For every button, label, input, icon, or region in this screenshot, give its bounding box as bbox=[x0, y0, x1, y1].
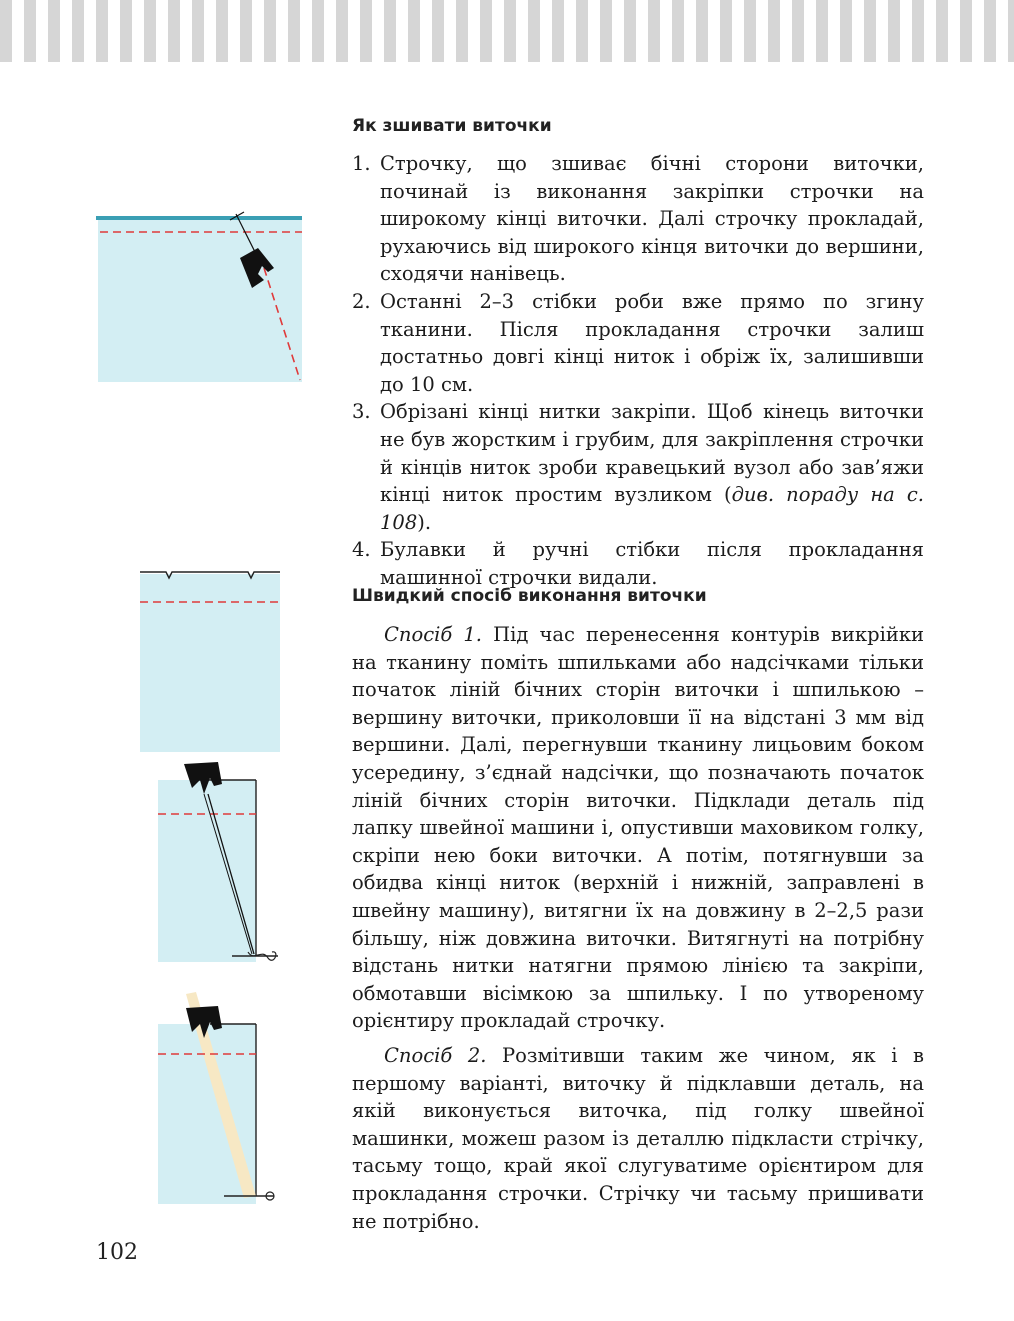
section-heading-quick-method: Швидкий спосіб виконання виточки bbox=[352, 586, 707, 606]
step-text: Останні 2–3 стібки роби вже прямо по згину тканини. Після прокладання строчки залиш достатньо довгі кінці ниток і обріж їх, залишивши до 10 см. bbox=[380, 289, 924, 396]
figure-tape-guide bbox=[156, 990, 286, 1206]
step-number: 1. bbox=[352, 152, 371, 175]
step-item bbox=[352, 536, 924, 591]
method-1-label: Спосіб 1. bbox=[384, 623, 482, 646]
step-text-end: ). bbox=[417, 510, 432, 534]
method-2-label: Спосіб 2. bbox=[384, 1044, 487, 1067]
fabric-piece bbox=[140, 574, 280, 752]
step-number: 3. bbox=[352, 400, 371, 424]
step-text: Обрізані кінці нитки закріпи. Щоб кінець виточки не був жорстким і грубим, для закріплення строчки й кінців ниток зроби кравецький вузол або зав’яжи кінці ниток простим вузликом ( bbox=[380, 400, 924, 507]
step-item bbox=[352, 398, 924, 536]
step-item bbox=[352, 150, 924, 288]
method-2-text: Розмітивши таким же чином, як і в першому варіанті, виточку й підклавши деталь, на якій виконується виточка, під голку швейної машинки, можеш разом із деталлю підкласти стрічку, тасьму тощо, край якої слугуватиме орієнтиром для прокладання строчки. Стрічку чи тасьму пришивати не потрібно. bbox=[352, 1044, 924, 1233]
step-text: Строчку, що зшиває бічні сторони виточки, починай із виконання закріпки строчки на широкому кінці виточки. Далі строчку прокладай, рухаючись від широкого кінця виточки до вершини, сходячи нанівець. bbox=[380, 152, 924, 286]
figure-thread-guide bbox=[156, 758, 286, 964]
fabric-piece bbox=[98, 220, 302, 382]
figure-notch-marking bbox=[138, 566, 284, 756]
cross-reference: див. пораду на с. 108 bbox=[380, 483, 925, 534]
steps-list bbox=[352, 150, 924, 592]
figure-stitching-dart-start bbox=[96, 208, 308, 386]
method-1-text: Під час перенесення контурів викрійки на тканину поміть шпильками або надсічками тільки початок ліній бічних сторін виточки і шпилькою – вершину виточки, приколовши її на відстані 3 мм від вершини. Далі, перегнувши тканину лицьовим боком усередину, з’єднай надсічки, що позначають початок ліній бічних сторін виточки. Підклади деталь під лапку швейної машини і, опустивши маховиком голку, скріпи нею боки виточки. А потім, потягнувши за обидва кінці ниток (верхній і нижній, заправлені в швейну машину), витягни їх на довжину в 2–2,5 рази більшу, ніж довжина виточки. Витягнуті на потрібну відстань нитки натягни прямою лінією та закріпи, обмотавши вісімкою за шпильку. І по утвореному орієнтиру прокладай строчку. bbox=[352, 623, 924, 1033]
method-1-paragraph bbox=[352, 621, 924, 1035]
step-number: 4. bbox=[352, 538, 371, 562]
fabric-piece bbox=[158, 780, 256, 962]
step-item bbox=[352, 288, 924, 398]
section-heading-sew-darts: Як зшивати виточки bbox=[352, 116, 552, 136]
step-text: Булавки й ручні стібки після прокладання машинної строчки видали. bbox=[380, 538, 924, 589]
top-decorative-stripes bbox=[0, 0, 1014, 62]
step-number: 2. bbox=[352, 289, 371, 313]
method-2-paragraph bbox=[352, 1042, 924, 1235]
page-number: 102 bbox=[96, 1240, 138, 1265]
